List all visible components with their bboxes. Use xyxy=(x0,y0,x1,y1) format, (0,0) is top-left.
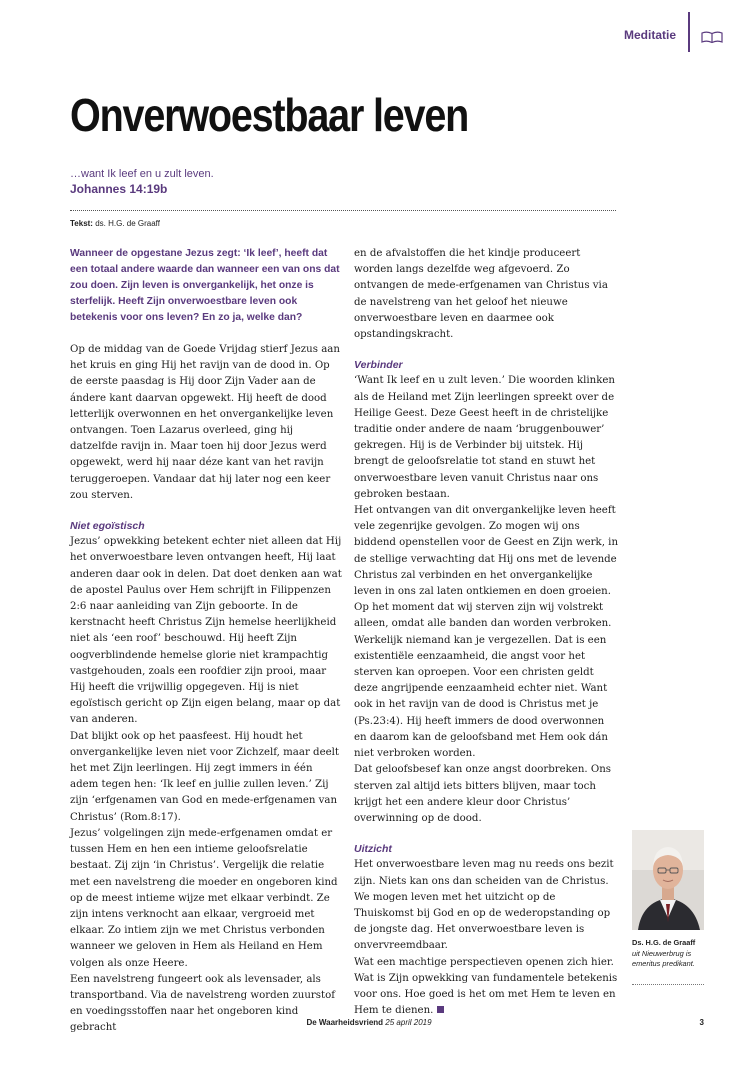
author-description: uit Nieuwerbrug is emeritus predikant. xyxy=(632,948,695,968)
body-paragraph: Het onverwoestbare leven mag nu reeds ons bezit zijn. Niets kan ons dan scheiden van de Christus. We mogen leven met het uitzicht op de Thuiskomst bij God en op de wederopstanding op de jongste dag. Het onverwoestbare leven is onvervreemdbaar. xyxy=(354,859,614,952)
header-divider xyxy=(688,12,690,52)
byline-author: ds. H.G. de Graaff xyxy=(95,219,160,228)
body-paragraph: Jezus’ opwekking betekent echter niet alleen dat Hij het onverwoestbare leven ontvangen heeft, Hij laat anderen daar ook in delen. Dat doet denken aan wat de apostel Paulus over Hem schrijft in Filippenzen 2:6 naar aanleiding van Zijn geboorte. In de kerstnacht heeft Christus Zijn hemelse heerlijkheid niet als ‘een roof’ beschouwd. Hij heeft Zijn oogverblindende hemelse glorie niet krampachtig vastgehouden, zoals een roofdier zijn prooi, maar Hij heeft die vrijwillig opgegeven. Hij is niet egoïstisch gericht op Zijn eigen belang, maar op dat van anderen. xyxy=(70,536,342,726)
byline xyxy=(70,219,160,228)
byline-label: Tekst: xyxy=(70,219,93,228)
author-caption xyxy=(632,938,712,970)
body-paragraph: en de afvalstoffen die het kindje produceert worden langs dezelfde weg afgevoerd. Zo ontvangen de mede-erfgenamen van Christus via de navelstreng van het geloof het nieuwe onverwoestbare leven en daarmee ook opstandingskracht. xyxy=(354,248,608,341)
author-name: Ds. H.G. de Graaff xyxy=(632,938,696,947)
open-book-icon xyxy=(700,30,724,44)
body-paragraph: Dat blijkt ook op het paasfeest. Hij houdt het onvergankelijke leven niet voor Zichzelf, maar deelt het met Zijn leerlingen. Hij zegt immers in één adem tegen hen: ‘Ik leef en jullie zullen leven.’ Zij zijn ‘erfgenamen van God en mede-erfgenamen van Christus’ (Rom.8:17). xyxy=(70,730,339,823)
article-column-right xyxy=(354,246,618,1019)
verse-reference: Johannes 14:19b xyxy=(70,182,168,196)
body-paragraph: Een navelstreng fungeert ook als levensader, als transportband. Via de navelstreng worden zuurstof en voedingsstoffen naar het ongeboren kind gebracht xyxy=(70,973,336,1034)
footer xyxy=(0,1018,738,1027)
verse-quote: …want Ik leef en u zult leven. xyxy=(70,168,214,180)
end-mark-icon xyxy=(437,1006,444,1013)
caption-divider xyxy=(632,984,704,985)
body-paragraph-final xyxy=(354,955,618,1020)
subheading-niet-egoistisch: Niet egoïstisch xyxy=(70,520,145,533)
body-paragraph: ‘Want Ik leef en u zult leven.’ Die woorden klinken als de Heiland met Zijn leerlingen spreekt over de Heilige Geest. Deze Geest heeft in de christelijke traditie onder andere de naam ‘bruggenbouwer’ gekregen. Hij is de Verbinder bij uitstek. Hij brengt de geloofsrelatie tot stand en stuwt het onverwoestbare leven vanuit Christus naar ons gebroken bestaan. xyxy=(354,375,615,500)
article-title: Onverwoestbaar leven xyxy=(70,89,469,141)
dotted-divider xyxy=(70,210,616,211)
section-label: Meditatie xyxy=(623,28,676,42)
final-paragraph-text: Wat een machtige perspectieven openen zich hier. Wat is Zijn opwekking van fundamentele betekenis voor ons. Hoe goed is het om met Hem te leven en Hem te dienen. xyxy=(354,956,618,1017)
publication-name: De Waarheidsvriend xyxy=(306,1018,384,1027)
body-paragraph: Jezus’ volgelingen zijn mede-erfgenamen omdat er tussen Hem en hen een intieme geloofsrelatie bestaat. Zij zijn ‘in Christus’. Vergelijk die relatie met een navelstreng die moeder en ongeboren kind op de meest intieme wijze met elkaar verbindt. Ze zijn intens verknocht aan elkaar, vergroeid met elkaar. Zo intiem zijn we met Christus verbonden wanneer we geloven in Hem als Heiland en Hem volgen als onze Heere. xyxy=(70,827,338,969)
body-paragraph: Het ontvangen van dit onvergankelijke leven heeft vele zegenrijke gevolgen. Zo mogen wij ons biddend openstellen voor de Geest en Zijn werk, in de stellige verwachting dat Hij ons met de levende Christus zal verbinden en het onvergankelijke leven in ons zal laten ontkiemen en doen groeien. xyxy=(354,505,618,598)
page-number: 3 xyxy=(699,1018,704,1027)
publication-date: 25 april 2019 xyxy=(385,1018,432,1027)
body-paragraph: Op de middag van de Goede Vrijdag stierf Jezus aan het kruis en ging Hij het ravijn van de dood in. Op de eerste paasdag is Hij door Zijn Vader aan de ándere kant daarvan opgewekt. Hij heeft de dood letterlijk overwonnen en het onvergankelijke leven ontvangen. Toen Lazarus overleed, ging hij datzelfde ravijn in. Maar toen hij door Jezus werd opgewekt, werd hij naar déze kant van het ravijn teruggeroepen. Vandaar dat hij later nog een keer zou sterven. xyxy=(70,344,340,501)
body-paragraph: Op het moment dat wij sterven zijn wij volstrekt alleen, omdat alle banden dan worden verbroken. Werkelijk niemand kan je vergezellen. Dat is een existentiële eenzaamheid, die angst voor het sterven kan oproepen. Voor een christen geldt deze angrijpende eenzaamheid echter niet. Want ook in het ravijn van de dood is Christus met je (Ps.23:4). Hij heeft immers de dood overwonnen en daarom kan de geloofsband met Hem ook dán niet verbroken worden. xyxy=(354,602,612,760)
subheading-uitzicht: Uitzicht xyxy=(354,843,392,856)
body-paragraph: Dat geloofsbesef kan onze angst doorbreken. Ons sterven zal altijd iets bitters blijven, maar toch krijgt het een andere kleur door Christus’ overwinning op de dood. xyxy=(354,764,612,824)
article-column-left xyxy=(70,246,342,1037)
subheading-verbinder: Verbinder xyxy=(354,359,403,372)
author-photo xyxy=(632,830,704,930)
lead-paragraph: Wanneer de opgestane Jezus zegt: ‘Ik leef’, heeft dat een totaal andere waarde dan wanneer een van ons dat zou doen. Zijn leven is onvergankelijk, het onze is sterfelijk. Heeft Zijn onverwoestbare leven ook betekenis voor ons leven? En zo ja, welke dan? xyxy=(70,248,340,323)
